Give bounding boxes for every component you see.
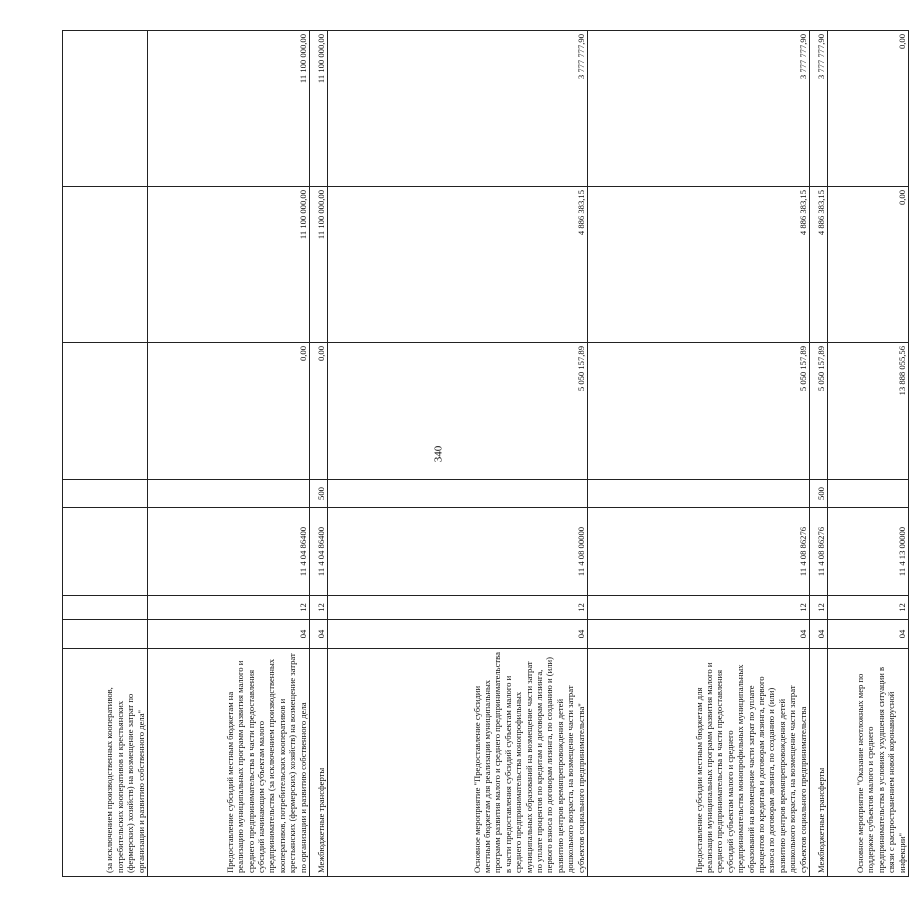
cell-target-article: 11 4 08 86276 <box>588 508 810 596</box>
cell-section <box>63 620 148 649</box>
cell-expense-type <box>63 480 148 508</box>
table-body <box>63 31 909 877</box>
cell-expense-type: 500 <box>310 480 328 508</box>
cell-subsection: 12 <box>148 596 310 620</box>
cell-section: 04 <box>310 620 328 649</box>
cell-description: (за исключением производственных кооперативов, потребительских кооперативов и крестьянских (фермерских) хозяйств) на возмещение затрат по организации и развитию собственного дела" <box>63 649 148 877</box>
cell-amount-2: 4 886 383,15 <box>328 187 588 343</box>
cell-amount-1: 5 050 157,89 <box>588 343 810 480</box>
cell-expense-type <box>588 480 810 508</box>
budget-table <box>62 30 909 877</box>
cell-subsection: 12 <box>328 596 588 620</box>
cell-subsection: 12 <box>810 596 828 620</box>
rotated-table-container <box>62 31 907 877</box>
cell-amount-1: 0,00 <box>148 343 310 480</box>
cell-expense-type <box>328 480 588 508</box>
cell-target-article: 11 4 08 86276 <box>810 508 828 596</box>
cell-amount-3: 0,00 <box>828 31 909 187</box>
cell-amount-3: 3 777 777,90 <box>588 31 810 187</box>
cell-subsection: 12 <box>828 596 909 620</box>
cell-expense-type <box>148 480 310 508</box>
cell-section: 04 <box>828 620 909 649</box>
cell-amount-2: 4 886 383,15 <box>588 187 810 343</box>
cell-target-article: 11 4 04 86400 <box>148 508 310 596</box>
cell-amount-3 <box>63 31 148 187</box>
cell-amount-2 <box>63 187 148 343</box>
table-row <box>810 31 828 877</box>
cell-section: 04 <box>328 620 588 649</box>
cell-amount-2: 11 100 000,00 <box>310 187 328 343</box>
cell-description: Межбюджетные трансферты <box>810 649 828 877</box>
cell-description: Предоставление субсидии местным бюджетам для реализации муниципальных программ развития малого и среднего предпринимательства в части предоставления субсидий субъектам малого и среднего предпринимательства монопрофильных муниципальных образований на возмещение части затрат по уплате процентов по кредитам и договорам лизинга, первого взноса по договорам лизинга, по созданию и (или) развитию центров времяпрепровождения детей дошкольного возраста, на возмещение части затрат субъектов социального предпринимательства <box>588 649 810 877</box>
cell-target-article: 11 4 08 00000 <box>328 508 588 596</box>
cell-amount-3: 11 100 000,00 <box>310 31 328 187</box>
page-number: 340 <box>432 445 445 463</box>
cell-section: 04 <box>588 620 810 649</box>
cell-section: 04 <box>810 620 828 649</box>
cell-section: 04 <box>148 620 310 649</box>
table-row <box>63 31 148 877</box>
cell-target-article <box>63 508 148 596</box>
cell-amount-1: 0,00 <box>310 343 328 480</box>
cell-amount-1: 13 888 055,56 <box>828 343 909 480</box>
table-row <box>328 31 588 877</box>
cell-amount-1: 5 050 157,89 <box>328 343 588 480</box>
cell-description: Предоставление субсидий местным бюджетам на реализацию муниципальных программ развития малого и среднего предпринимательства в части предоставления субсидий начинающим субъектам малого предпринимательства (за исключением производственных кооперативов, потребительских кооперативов и крестьянских (фермерских) хозяйств) на возмещение затрат по организации и развитию собственного дела <box>148 649 310 877</box>
cell-target-article: 11 4 04 86400 <box>310 508 328 596</box>
table-row <box>310 31 328 877</box>
cell-target-article: 11 4 13 00000 <box>828 508 909 596</box>
cell-amount-3: 3 777 777,90 <box>328 31 588 187</box>
table-row <box>828 31 909 877</box>
cell-amount-2: 11 100 000,00 <box>148 187 310 343</box>
cell-amount-3: 11 100 000,00 <box>148 31 310 187</box>
cell-description: Основное мероприятие "Предоставление субсидии местным бюджетам для реализации муниципальных программ развития малого и среднего предпринимательства в части предоставления субсидий субъектам малого и среднего предпринимательства монопрофильных муниципальных образований на возмещение части затрат по уплате процентов по кредитам и договорам лизинга, первого взноса по договорам лизинга, по созданию и (или) развитию центров времяпрепровождения детей дошкольного возраста, на возмещение части затрат субъектов социального предпринимательства" <box>328 649 588 877</box>
cell-amount-2: 4 886 383,15 <box>810 187 828 343</box>
cell-amount-2: 0,00 <box>828 187 909 343</box>
table-row <box>588 31 810 877</box>
cell-amount-3: 3 777 777,90 <box>810 31 828 187</box>
cell-subsection: 12 <box>310 596 328 620</box>
cell-description: Межбюджетные трансферты <box>310 649 328 877</box>
cell-amount-1: 5 050 157,89 <box>810 343 828 480</box>
cell-expense-type <box>828 480 909 508</box>
cell-expense-type: 500 <box>810 480 828 508</box>
cell-subsection <box>63 596 148 620</box>
cell-amount-1 <box>63 343 148 480</box>
cell-subsection: 12 <box>588 596 810 620</box>
table-row <box>148 31 310 877</box>
cell-description: Основное мероприятие "Оказание неотложных мер по поддержке субъектов малого и среднего предпринимательства в условиях ухудшения ситуации в связи с распространением новой коронавирусной инфекции" <box>828 649 909 877</box>
